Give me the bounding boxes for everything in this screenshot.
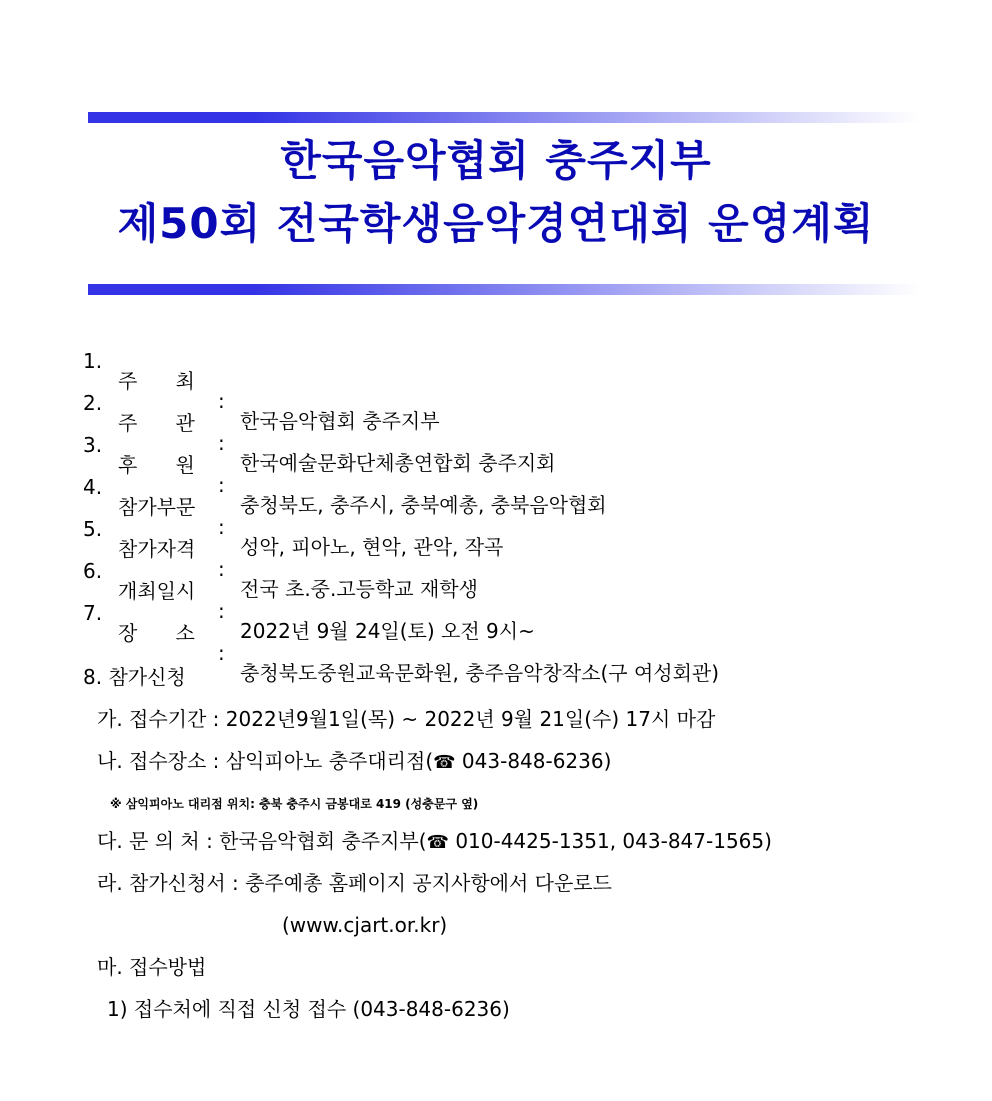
inquiry-phone: 010-4425-1351, 043-847-1565) xyxy=(455,829,772,853)
item-number: 7. xyxy=(83,601,103,625)
item-label: 주 관 xyxy=(118,411,195,435)
inquiry-text: 다. 문 의 처 : 한국음악협회 충주지부( xyxy=(97,829,427,853)
item-value: 충청북도, 충주시, 충북예총, 충북음악협회 xyxy=(240,493,607,517)
item-colon: : xyxy=(218,389,225,413)
reception-method-1: 1) 접수처에 직접 신청 접수 (043-848-6236) xyxy=(107,997,510,1021)
reception-place-text: 나. 접수장소 : 삼익피아노 충주대리점( xyxy=(97,749,434,773)
item-value: 2022년 9월 24일(토) 오전 9시~ xyxy=(240,619,535,643)
header-rule-top xyxy=(88,112,920,123)
item-number: 4. xyxy=(83,475,103,499)
item-colon: : xyxy=(218,515,225,539)
item-colon: : xyxy=(218,431,225,455)
item-label: 참가부문 xyxy=(118,495,196,519)
title-line-1: 한국음악협회 충주지부 xyxy=(280,136,712,185)
location-note: ※ 삼익피아노 대리점 위치: 충북 충주시 금봉대로 419 (성충문구 옆) xyxy=(110,797,479,811)
application-form: 라. 참가신청서 : 충주예총 홈페이지 공지사항에서 다운로드 xyxy=(97,871,612,895)
item-number: 1. xyxy=(83,349,103,373)
item-label: 참가자격 xyxy=(118,537,196,561)
website-url: (www.cjart.or.kr) xyxy=(282,913,448,937)
reception-method: 마. 접수방법 xyxy=(97,955,207,979)
reception-place xyxy=(97,751,611,772)
item-label: 장 소 xyxy=(118,621,195,645)
item-number: 6. xyxy=(83,559,103,583)
item-value: 충청북도중원교육문화원, 충주음악창작소(구 여성회관) xyxy=(240,661,720,685)
item-colon: : xyxy=(218,641,225,665)
inquiry xyxy=(97,831,772,852)
section-heading: 8. 참가신청 xyxy=(83,665,186,689)
header-rule-bottom xyxy=(88,284,920,295)
phone-icon: ☎ xyxy=(426,832,449,853)
item-value: 한국음악협회 충주지부 xyxy=(240,409,440,433)
item-label: 후 원 xyxy=(118,453,195,477)
item-label: 개최일시 xyxy=(118,579,196,603)
title-line-2: 제50회 전국학생음악경연대회 운영계획 xyxy=(117,199,875,248)
reception-period: 가. 접수기간 : 2022년9월1일(목) ~ 2022년 9월 21일(수) 17시 마감 xyxy=(97,707,716,731)
item-value: 전국 초.중.고등학교 재학생 xyxy=(240,577,478,601)
item-colon: : xyxy=(218,599,225,623)
item-number: 2. xyxy=(83,391,103,415)
reception-place-phone: 043-848-6236) xyxy=(461,749,612,773)
item-number: 5. xyxy=(83,517,103,541)
item-colon: : xyxy=(218,473,225,497)
item-label: 주 최 xyxy=(118,369,195,393)
item-value: 한국예술문화단체총연합회 충주지회 xyxy=(240,451,556,475)
item-value: 성악, 피아노, 현악, 관악, 작곡 xyxy=(240,535,504,559)
phone-icon: ☎ xyxy=(433,752,456,773)
item-number: 3. xyxy=(83,433,103,457)
item-colon: : xyxy=(218,557,225,581)
